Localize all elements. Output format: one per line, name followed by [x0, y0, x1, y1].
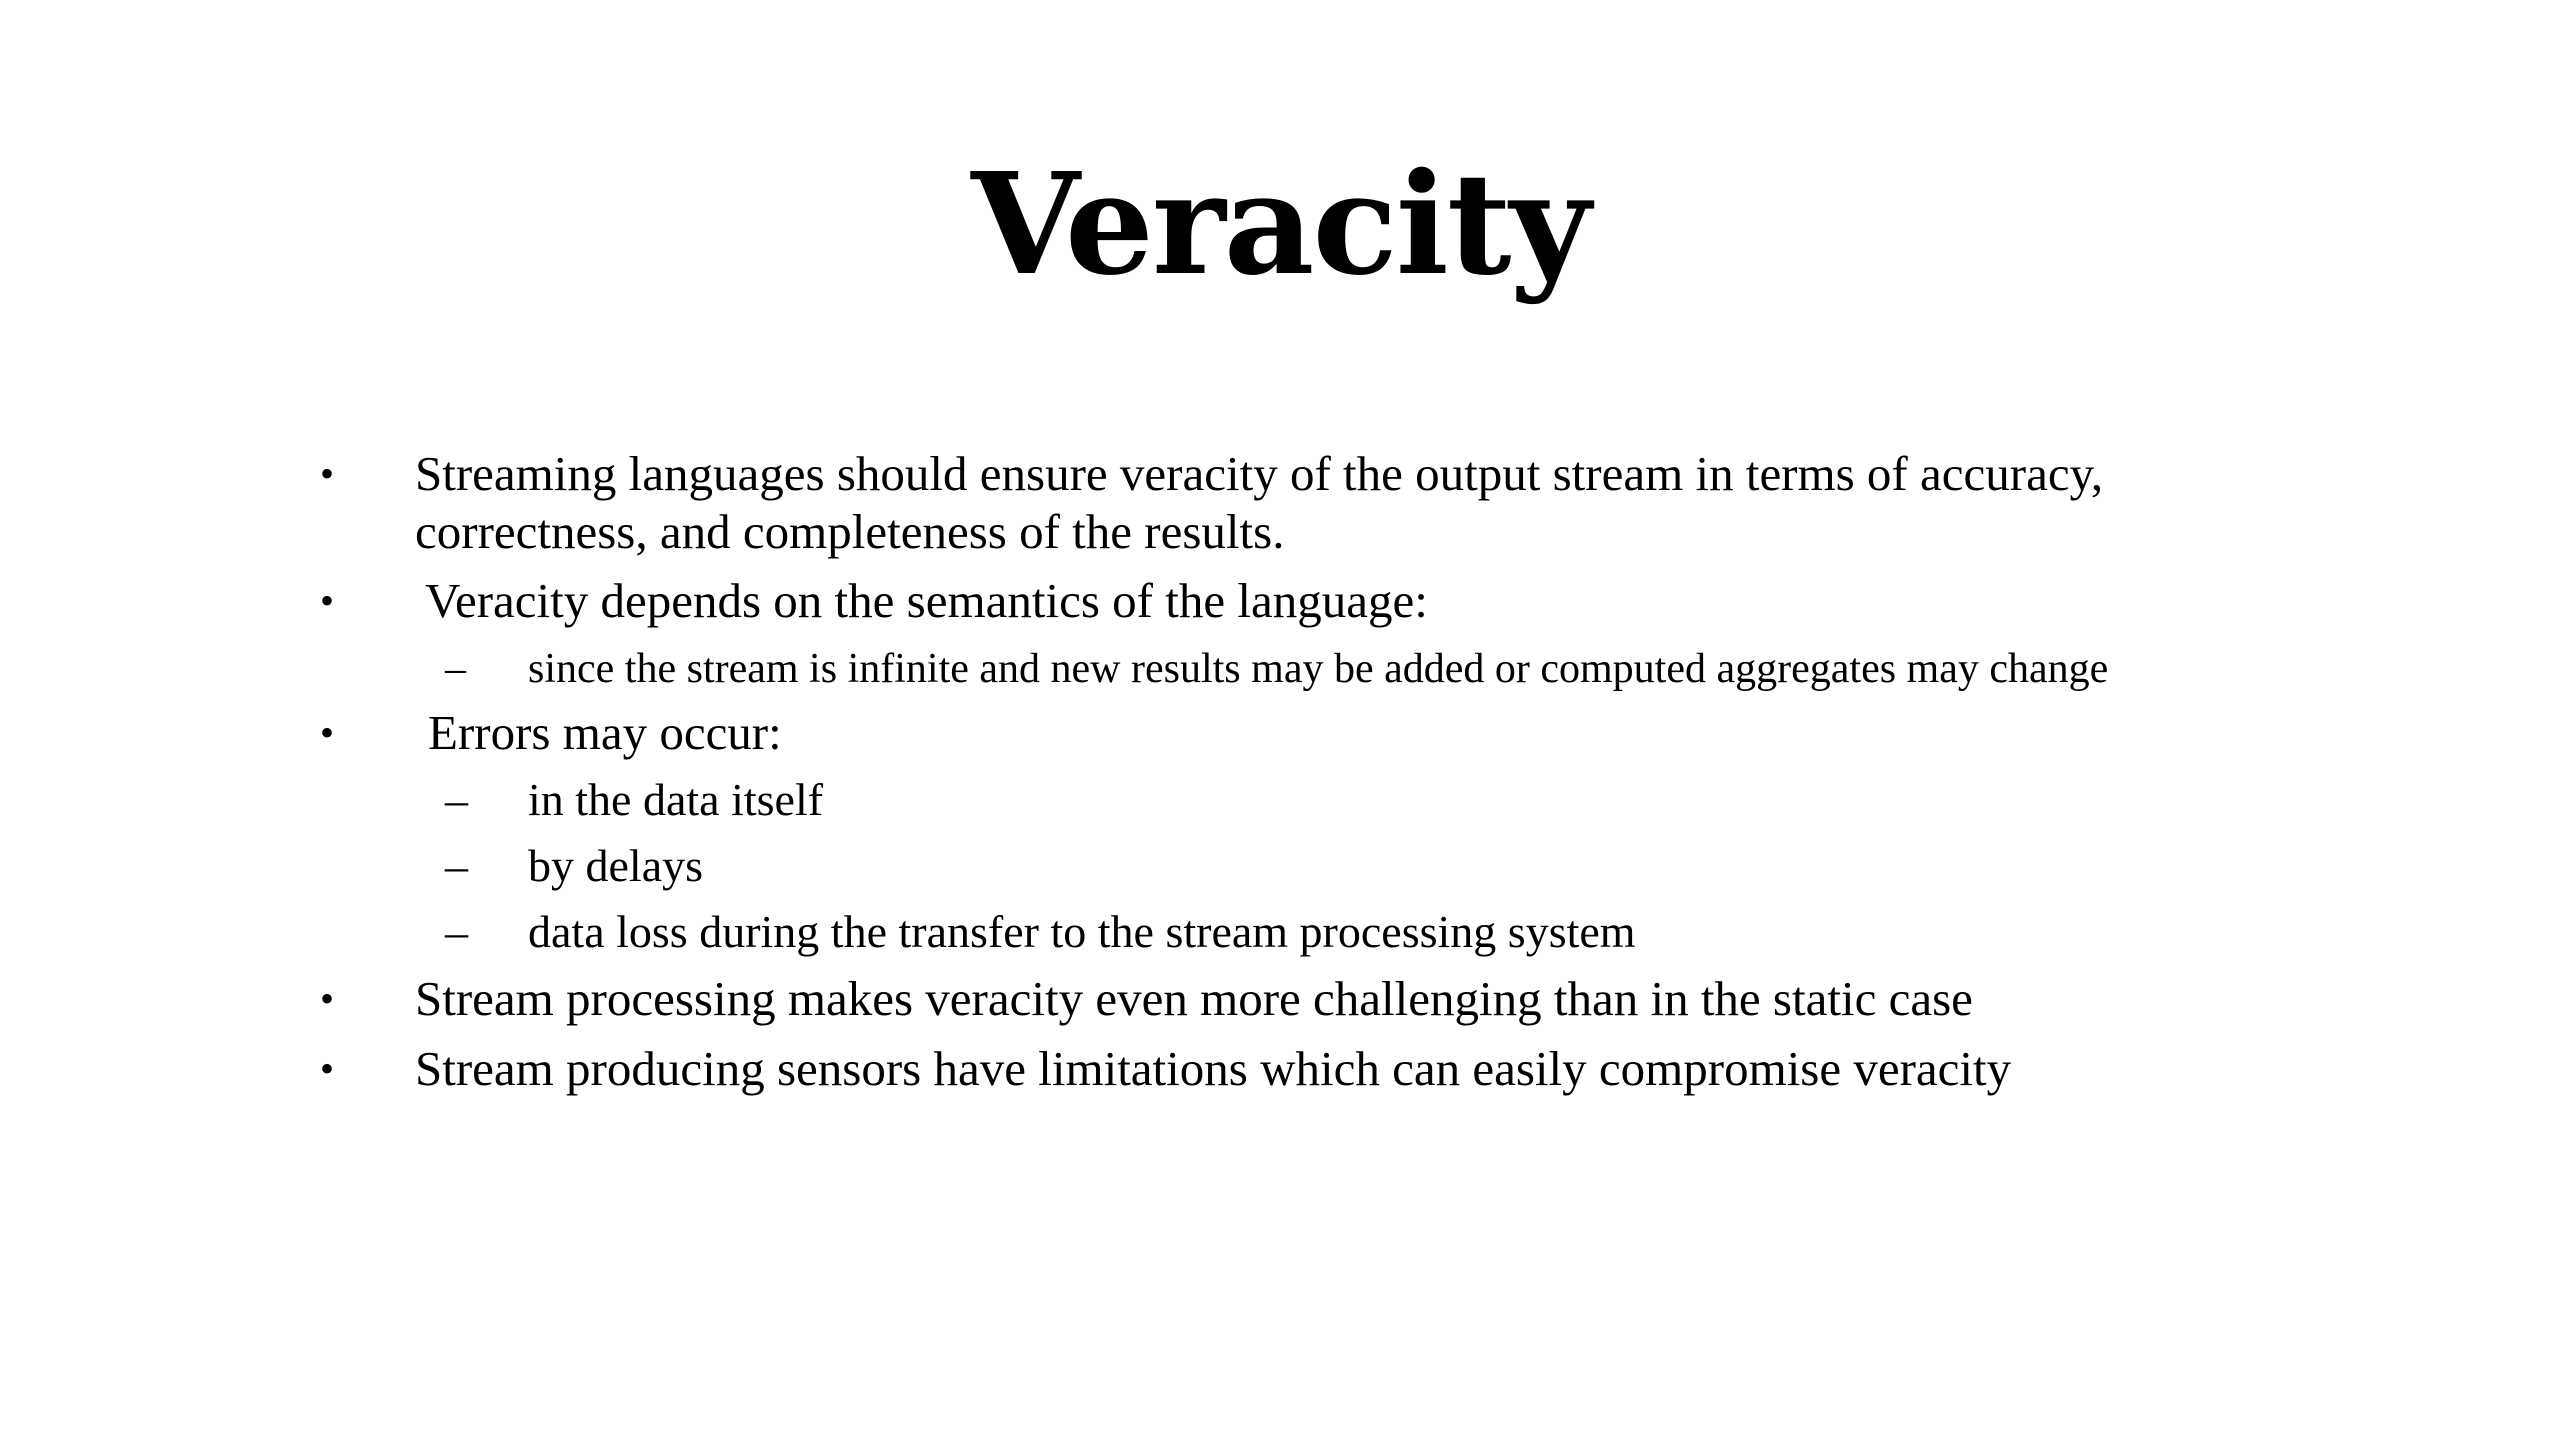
sub-marker: – — [445, 906, 468, 957]
bullet-text: Errors may occur: — [428, 705, 782, 760]
bullet-text: Veracity depends on the semantics of the language: — [425, 573, 1428, 628]
bullet-marker: • — [320, 1046, 335, 1091]
bullet-marker: • — [320, 451, 335, 496]
bullet-marker: • — [320, 578, 335, 623]
sub-marker: – — [445, 774, 468, 825]
bullet-marker: • — [320, 710, 335, 755]
sub-text: by delays — [528, 840, 704, 891]
sub-text: data loss during the transfer to the stream processing system — [528, 906, 1636, 957]
bullet-marker: • — [320, 976, 335, 1021]
sub-marker: – — [445, 840, 468, 891]
sub-text: in the data itself — [528, 774, 824, 825]
bullet-text: correctness, and completeness of the results. — [415, 504, 1285, 559]
sub-text: since the stream is infinite and new results may be added or computed aggregates may change — [528, 646, 2109, 692]
bullet-text: Stream producing sensors have limitations which can easily compromise veracity — [415, 1041, 2012, 1096]
slide-title: Veracity — [971, 143, 1589, 307]
bullet-text: Stream processing makes veracity even more challenging than in the static case — [415, 971, 1973, 1026]
sub-marker: – — [445, 646, 466, 692]
bullet-text: Streaming languages should ensure veracity of the output stream in terms of accuracy, — [415, 446, 2104, 501]
